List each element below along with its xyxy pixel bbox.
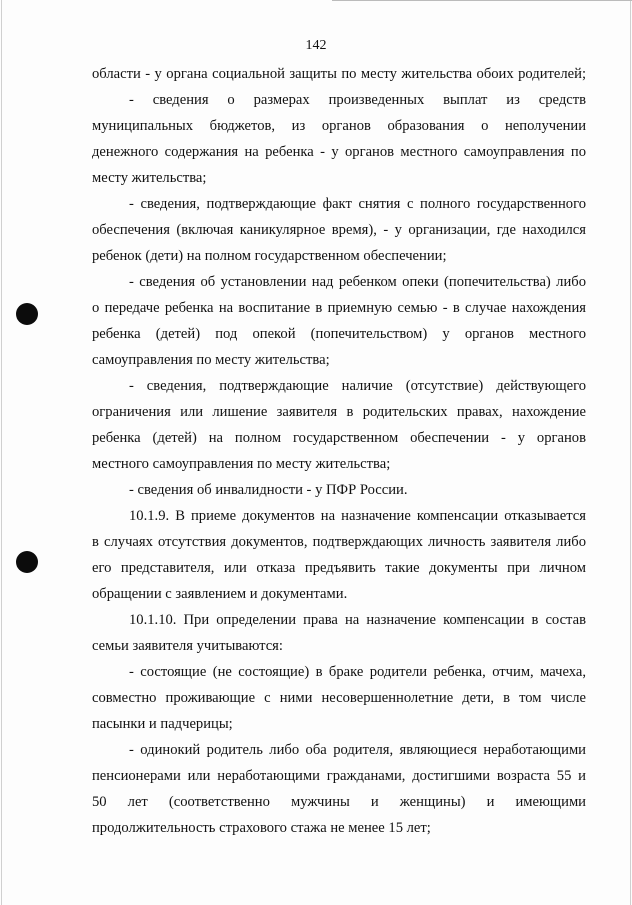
text-line: - одинокий родитель либо оба родителя, являющиеся неработающими: [129, 742, 586, 758]
text-line: денежного содержания на ребенка - у органов местного самоуправления по: [92, 144, 586, 160]
text-line: - сведения, подтверждающие факт снятия с полного государственного: [129, 196, 586, 212]
text-line: пасынки и падчерицы;: [92, 716, 233, 732]
text-line: - состоящие (не состоящие) в браке родители ребенка, отчим, мачеха,: [129, 664, 586, 680]
text-line: 10.1.10. При определении права на назначение компенсации в состав: [129, 612, 586, 628]
scan-top-edge: [332, 0, 632, 1]
text-line: - сведения, подтверждающие наличие (отсутствие) действующего: [129, 378, 586, 394]
text-line: 50 лет (соответственно мужчины и женщины) и имеющими: [92, 794, 586, 810]
text-line: - сведения о размерах произведенных выплат из средств: [129, 92, 586, 108]
text-line: местного самоуправления по месту жительства;: [92, 456, 391, 472]
text-line: ребенка (детей) на полном государственном обеспечении - у органов: [92, 430, 586, 446]
text-line: ребенка (детей) под опекой (попечительством) у органов местного: [92, 326, 586, 342]
text-line: обращении с заявлением и документами.: [92, 586, 348, 602]
text-line: ограничения или лишение заявителя в родительских правах, нахождение: [92, 404, 586, 420]
text-line: области - у органа социальной защиты по месту жительства обоих родителей;: [92, 66, 586, 82]
text-line: - сведения об инвалидности - у ПФР России.: [129, 482, 408, 498]
text-line: - сведения об установлении над ребенком опеки (попечительства) либо: [129, 274, 586, 290]
text-line: муниципальных бюджетов, из органов образования о неполучении: [92, 118, 586, 134]
page-number: 142: [305, 38, 327, 53]
scan-left-edge: [1, 0, 2, 905]
text-line: месту жительства;: [92, 170, 207, 186]
text-line: 10.1.9. В приеме документов на назначение компенсации отказывается: [129, 508, 586, 524]
text-line: пенсионерами или неработающими гражданами, достигшими возраста 55 и: [92, 768, 586, 784]
text-line: семьи заявителя учитываются:: [92, 638, 283, 654]
scan-right-edge: [630, 0, 631, 905]
text-line: о передаче ребенка на воспитание в приемную семью - в случае нахождения: [92, 300, 586, 316]
text-line: в случаях отсутствия документов, подтверждающих личность заявителя либо: [92, 534, 586, 550]
text-line: его представителя, или отказа предъявить такие документы при личном: [92, 560, 586, 576]
text-line: обеспечения (включая каникулярное время), - у организации, где находился: [92, 222, 586, 238]
text-line: ребенок (дети) на полном государственном обеспечении;: [92, 248, 447, 264]
text-line: самоуправления по месту жительства;: [92, 352, 330, 368]
punch-hole-icon: [16, 303, 38, 325]
punch-hole-icon: [16, 551, 38, 573]
text-line: совместно проживающие с ними несовершеннолетние дети, в том числе: [92, 690, 586, 706]
text-line: продолжительность страхового стажа не менее 15 лет;: [92, 820, 431, 836]
